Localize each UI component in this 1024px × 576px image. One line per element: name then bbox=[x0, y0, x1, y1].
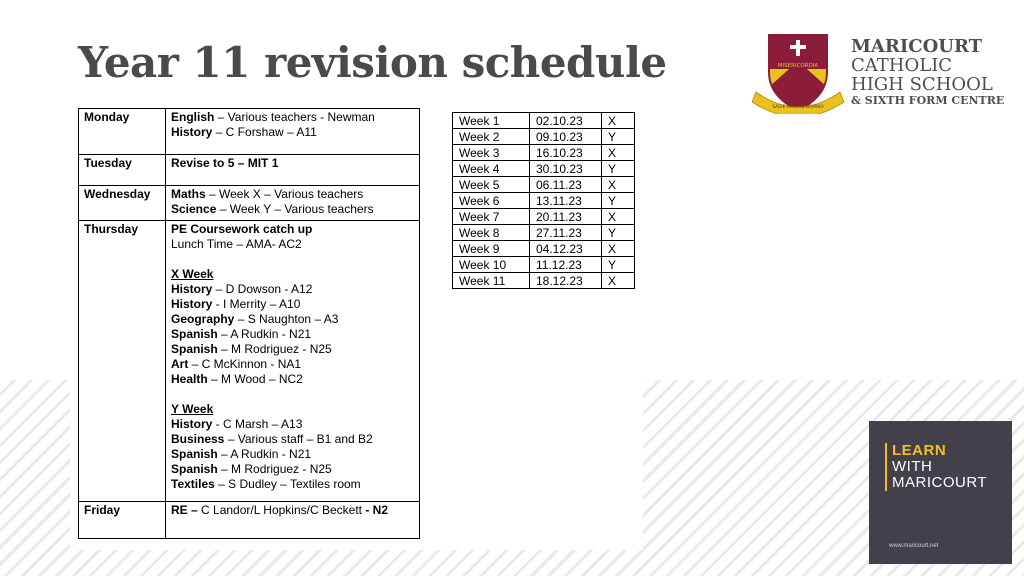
sessions-cell bbox=[166, 502, 420, 539]
sessions-cell bbox=[166, 186, 420, 221]
school-name bbox=[851, 37, 1004, 108]
week-date: 09.10.23 bbox=[530, 129, 602, 145]
session-entry bbox=[171, 202, 414, 217]
session-entry bbox=[171, 110, 414, 125]
session-entry bbox=[171, 222, 414, 237]
subject: RE – bbox=[171, 503, 198, 517]
subject: History bbox=[171, 297, 213, 311]
school-name-line2: CATHOLIC bbox=[851, 55, 953, 76]
subject: English bbox=[171, 110, 215, 124]
week-row bbox=[453, 129, 635, 145]
week-date: 02.10.23 bbox=[530, 113, 602, 129]
session-detail: – A Rudkin - N21 bbox=[217, 327, 312, 341]
week-date: 20.11.23 bbox=[530, 209, 602, 225]
session-entry bbox=[171, 125, 414, 140]
session-detail: Lunch Time – AMA- AC2 bbox=[171, 237, 302, 251]
learn-text bbox=[885, 443, 987, 491]
week-label: Week 2 bbox=[453, 129, 530, 145]
day-cell: Monday bbox=[79, 109, 166, 155]
subject: Science bbox=[171, 202, 217, 216]
session-detail: – M Wood – NC2 bbox=[207, 372, 303, 386]
week-label: Week 8 bbox=[453, 225, 530, 241]
week-label: Week 6 bbox=[453, 193, 530, 209]
week-label: Week 7 bbox=[453, 209, 530, 225]
week-date: 04.12.23 bbox=[530, 241, 602, 257]
website-url: www.maricourt.net bbox=[889, 543, 939, 549]
schedule-row-friday bbox=[79, 502, 420, 539]
schedule-row-tuesday bbox=[79, 155, 420, 186]
week-label: Week 1 bbox=[453, 113, 530, 129]
page-title: Year 11 revision schedule bbox=[78, 38, 667, 87]
learn-line2: WITH bbox=[892, 458, 933, 475]
session-entry bbox=[171, 462, 414, 477]
week-label: Week 3 bbox=[453, 145, 530, 161]
session-entry bbox=[171, 297, 414, 312]
week-row bbox=[453, 145, 635, 161]
week-type: X bbox=[602, 145, 635, 161]
week-type: X bbox=[602, 177, 635, 193]
week-type: Y bbox=[602, 129, 635, 145]
session-entry bbox=[171, 312, 414, 327]
day-cell: Thursday bbox=[79, 221, 166, 502]
week-type: Y bbox=[602, 257, 635, 273]
week-date: 06.11.23 bbox=[530, 177, 602, 193]
week-type: Y bbox=[602, 225, 635, 241]
session-entry bbox=[171, 357, 414, 372]
session-entry bbox=[171, 417, 414, 432]
subject: Revise to 5 – MIT 1 bbox=[171, 156, 279, 170]
session-detail: – M Rodriguez - N25 bbox=[217, 342, 332, 356]
y-week-heading: Y Week bbox=[171, 402, 214, 416]
session-detail: – Week Y – Various teachers bbox=[216, 202, 374, 216]
week-label: Week 10 bbox=[453, 257, 530, 273]
subject: Spanish bbox=[171, 327, 218, 341]
week-row bbox=[453, 193, 635, 209]
learn-with-maricourt-box bbox=[869, 421, 1012, 564]
session-entry bbox=[171, 432, 414, 447]
learn-line1: LEARN bbox=[892, 442, 947, 459]
session-entry bbox=[171, 282, 414, 297]
subject: Spanish bbox=[171, 462, 218, 476]
week-type: X bbox=[602, 113, 635, 129]
subject: PE Coursework catch up bbox=[171, 222, 313, 236]
week-type: Y bbox=[602, 193, 635, 209]
session-detail: – C Forshaw – A11 bbox=[212, 125, 317, 139]
session-entry bbox=[171, 342, 414, 357]
week-calendar-table bbox=[452, 112, 635, 289]
subject: Maths bbox=[171, 187, 206, 201]
week-label: Week 4 bbox=[453, 161, 530, 177]
session-detail: - C Marsh – A13 bbox=[212, 417, 303, 431]
session-detail: - I Merrity – A10 bbox=[212, 297, 301, 311]
week-type: Y bbox=[602, 161, 635, 177]
schedule-row-wednesday bbox=[79, 186, 420, 221]
day-cell: Tuesday bbox=[79, 155, 166, 186]
session-detail: – S Naughton – A3 bbox=[234, 312, 339, 326]
subject: History bbox=[171, 125, 213, 139]
crest-motto: MISERICORDIA bbox=[777, 63, 819, 69]
subject: Spanish bbox=[171, 447, 218, 461]
week-date: 16.10.23 bbox=[530, 145, 602, 161]
school-name-line1: MARICOURT bbox=[851, 36, 983, 57]
week-row bbox=[453, 241, 635, 257]
learn-line3: MARICOURT bbox=[892, 474, 988, 491]
week-date: 27.11.23 bbox=[530, 225, 602, 241]
session-detail: – M Rodriguez - N25 bbox=[217, 462, 332, 476]
subject: Health bbox=[171, 372, 208, 386]
shield-icon bbox=[769, 35, 827, 114]
week-type: X bbox=[602, 241, 635, 257]
session-detail: C Landor/L Hopkins/C Beckett bbox=[197, 503, 366, 517]
session-entry bbox=[171, 187, 414, 202]
session-detail: – C McKinnon - NA1 bbox=[188, 357, 302, 371]
schedule-table bbox=[78, 108, 420, 539]
session-detail: – D Dowson - A12 bbox=[212, 282, 313, 296]
room: - N2 bbox=[365, 503, 388, 517]
session-entry bbox=[171, 372, 414, 387]
crest-banner-text: SALVE AMUS IN DOMINO bbox=[772, 104, 824, 109]
week-row bbox=[453, 177, 635, 193]
week-date: 30.10.23 bbox=[530, 161, 602, 177]
week-type: X bbox=[602, 209, 635, 225]
week-label: Week 11 bbox=[453, 273, 530, 289]
school-name-line4: & SIXTH FORM CENTRE bbox=[851, 94, 1005, 107]
week-date: 11.12.23 bbox=[530, 257, 602, 273]
week-label: Week 9 bbox=[453, 241, 530, 257]
week-row bbox=[453, 273, 635, 289]
session-detail: – Week X – Various teachers bbox=[205, 187, 364, 201]
session-entry bbox=[171, 477, 414, 492]
session-entry bbox=[171, 503, 414, 518]
week-row bbox=[453, 161, 635, 177]
school-name-line3: HIGH SCHOOL bbox=[851, 74, 993, 95]
day-cell: Friday bbox=[79, 502, 166, 539]
sessions-cell bbox=[166, 109, 420, 155]
week-row bbox=[453, 257, 635, 273]
subject: History bbox=[171, 282, 213, 296]
session-detail: – A Rudkin - N21 bbox=[217, 447, 312, 461]
subject: Business bbox=[171, 432, 225, 446]
session-detail: – S Dudley – Textiles room bbox=[214, 477, 361, 491]
subject: Spanish bbox=[171, 342, 218, 356]
subject: Art bbox=[171, 357, 189, 371]
subject: History bbox=[171, 417, 213, 431]
week-row bbox=[453, 113, 635, 129]
week-row bbox=[453, 225, 635, 241]
subject: Textiles bbox=[171, 477, 215, 491]
schedule-row-thursday bbox=[79, 221, 420, 502]
session-detail: – Various teachers - Newman bbox=[214, 110, 375, 124]
week-row bbox=[453, 209, 635, 225]
week-date: 18.12.23 bbox=[530, 273, 602, 289]
week-date: 13.11.23 bbox=[530, 193, 602, 209]
session-entry bbox=[171, 327, 414, 342]
sessions-cell bbox=[166, 221, 420, 502]
x-week-heading: X Week bbox=[171, 267, 214, 281]
subject: Geography bbox=[171, 312, 235, 326]
week-label: Week 5 bbox=[453, 177, 530, 193]
week-type: X bbox=[602, 273, 635, 289]
session-entry bbox=[171, 156, 414, 171]
session-entry bbox=[171, 447, 414, 462]
schedule-row-monday bbox=[79, 109, 420, 155]
day-cell: Wednesday bbox=[79, 186, 166, 221]
sessions-cell bbox=[166, 155, 420, 186]
session-detail: – Various staff – B1 and B2 bbox=[224, 432, 373, 446]
